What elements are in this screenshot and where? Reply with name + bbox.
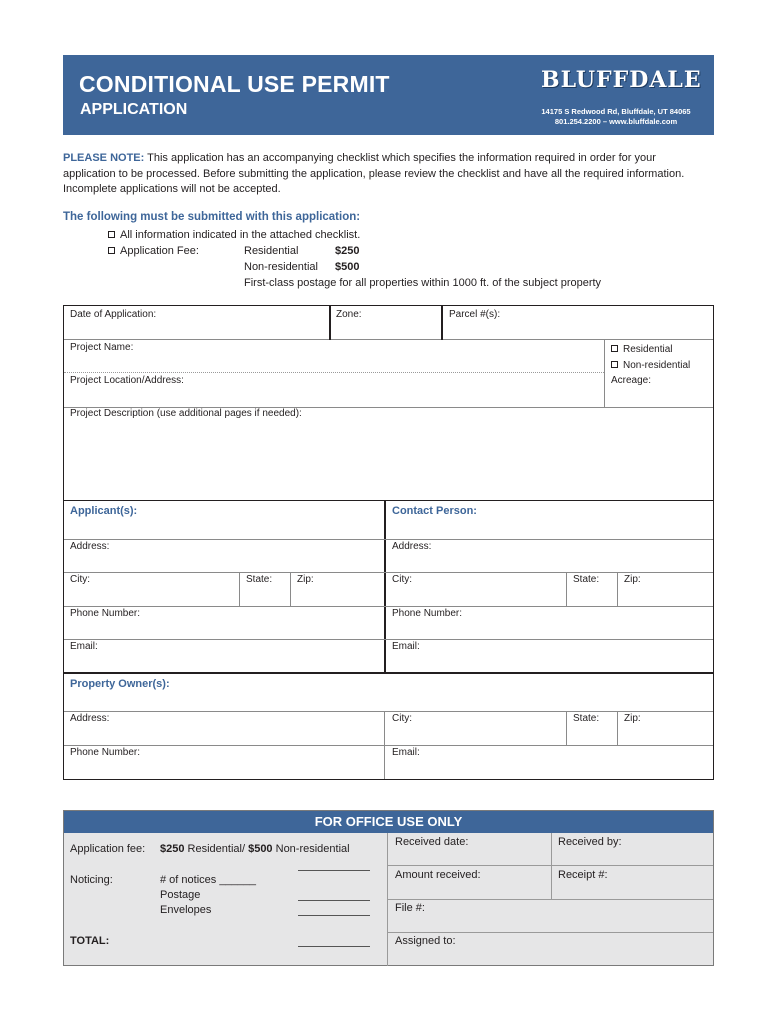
checkbox-icon[interactable]: [611, 361, 618, 368]
applicant-heading: Applicant(s):: [70, 505, 138, 517]
checkbox-icon[interactable]: [108, 247, 115, 254]
please-note: [63, 151, 714, 198]
bluffdale-logo: BLUFFDALE: [541, 67, 702, 93]
note-text-2: application to be processed. Before submitting the application, please review the checklist and have all the required information.: [63, 167, 685, 180]
page-header: [63, 55, 714, 135]
contact-address-field[interactable]: Address:: [392, 541, 432, 552]
contact-zip-field[interactable]: Zip:: [624, 574, 641, 585]
requirement-fee: Application Fee:: [108, 245, 199, 257]
owner-email-field[interactable]: Email:: [392, 747, 420, 758]
fee-residential-value: $250: [335, 245, 360, 257]
amount-received-field[interactable]: Amount received:: [395, 869, 481, 881]
received-by-field[interactable]: Received by:: [558, 836, 622, 848]
contact-email-field[interactable]: Email:: [392, 641, 420, 652]
address-line: 14175 S Redwood Rd, Bluffdale, UT 84065: [541, 107, 691, 116]
form-subtitle: APPLICATION: [80, 101, 188, 118]
total-label: TOTAL:: [70, 935, 110, 947]
owner-phone-field[interactable]: Phone Number:: [70, 747, 141, 758]
project-name-field[interactable]: Project Name:: [70, 342, 134, 353]
owner-state-field[interactable]: State:: [573, 713, 600, 724]
residential-option[interactable]: Residential: [611, 344, 672, 355]
requirement-checklist: All information indicated in the attached checklist.: [108, 229, 360, 241]
applicant-email-field[interactable]: Email:: [70, 641, 98, 652]
receipt-number-field[interactable]: Receipt #:: [558, 869, 608, 881]
requirements-title: The following must be submitted with this application:: [63, 211, 361, 223]
owner-zip-field[interactable]: Zip:: [624, 713, 641, 724]
contact-phone-field[interactable]: Phone Number:: [392, 608, 463, 619]
zone-field[interactable]: Zone:: [336, 309, 362, 320]
project-location-field[interactable]: Project Location/Address:: [70, 375, 184, 386]
noticing-label: Noticing:: [70, 874, 113, 886]
applicant-zip-field[interactable]: Zip:: [297, 574, 314, 585]
office-fee-label: Application fee:: [70, 843, 146, 855]
contact-city-field[interactable]: City:: [392, 574, 412, 585]
postage-requirement: First-class postage for all properties within 1000 ft. of the subject property: [244, 277, 602, 289]
office-use-heading: FOR OFFICE USE ONLY: [64, 811, 713, 833]
fee-nonresidential-label: Non-residential: [244, 261, 318, 273]
owner-address-field[interactable]: Address:: [70, 713, 110, 724]
applicant-address-field[interactable]: Address:: [70, 541, 110, 552]
postage-label: Postage: [160, 889, 201, 901]
applicant-city-field[interactable]: City:: [70, 574, 90, 585]
checkbox-icon[interactable]: [108, 231, 115, 238]
note-label: PLEASE NOTE:: [63, 152, 145, 164]
project-section: [63, 305, 714, 501]
acreage-field[interactable]: Acreage:: [611, 375, 652, 386]
contact-heading: Contact Person:: [392, 505, 477, 517]
applicant-phone-field[interactable]: Phone Number:: [70, 608, 141, 619]
assigned-to-field[interactable]: Assigned to:: [395, 935, 456, 947]
fee-residential-label: Residential: [244, 245, 299, 257]
contact-state-field[interactable]: State:: [573, 574, 600, 585]
city-address: [529, 107, 703, 127]
applicant-state-field[interactable]: State:: [246, 574, 273, 585]
project-description-field[interactable]: Project Description (use additional pages if needed):: [70, 408, 302, 419]
office-fee-values: $250 Residential/ $500 Non-residential: [160, 843, 350, 855]
date-of-application-field[interactable]: Date of Application:: [70, 309, 157, 320]
parcel-field[interactable]: Parcel #(s):: [449, 309, 501, 320]
received-date-field[interactable]: Received date:: [395, 836, 469, 848]
form-title: CONDITIONAL USE PERMIT: [79, 71, 390, 97]
note-text-1: This application has an accompanying checklist which specifies the information required in order for your: [144, 152, 656, 164]
file-number-field[interactable]: File #:: [395, 902, 425, 914]
office-use-section: [63, 810, 714, 966]
fee-nonresidential-value: $500: [335, 261, 360, 273]
owner-city-field[interactable]: City:: [392, 713, 412, 724]
owner-heading: Property Owner(s):: [70, 678, 170, 690]
non-residential-option[interactable]: Non-residential: [611, 360, 690, 371]
contact-line: 801.254.2200 – www.bluffdale.com: [554, 117, 678, 126]
note-text-3: Incomplete applications will not be accepted.: [63, 183, 281, 195]
notices-count-field[interactable]: # of notices ______: [160, 874, 257, 886]
envelopes-label: Envelopes: [160, 904, 212, 916]
checkbox-icon[interactable]: [611, 345, 618, 352]
